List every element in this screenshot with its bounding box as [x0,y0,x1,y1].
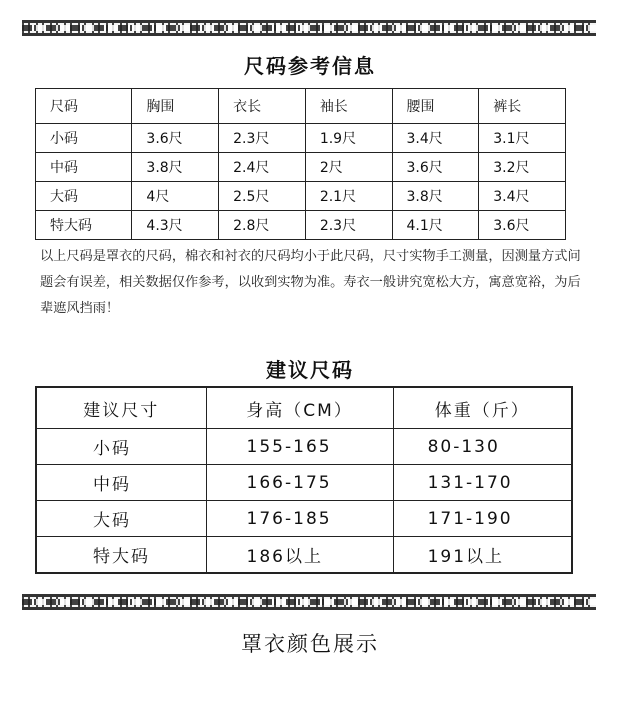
table-row [36,124,566,153]
size-reference-title: 尺码参考信息 [244,54,376,78]
table-row [36,153,566,182]
table-cell: 特大码 [36,537,206,574]
table-cell: 4.3尺 [132,211,219,240]
table-cell: 4.1尺 [392,211,479,240]
table-cell: 大码 [36,182,132,211]
recommended-size-table [35,386,573,574]
table-cell: 2.3尺 [305,211,392,240]
table-cell: 171-190 [393,501,572,537]
table-cell: 80-130 [393,429,572,465]
table-cell: 3.8尺 [132,153,219,182]
table-cell: 191以上 [393,537,572,574]
table-cell: 小码 [36,124,132,153]
header-size: 尺码 [36,89,132,124]
decorative-border-top [22,20,596,36]
header-waist: 腰围 [392,89,479,124]
header-recommended-size: 建议尺寸 [36,387,206,429]
table-row [36,465,572,501]
table-row [36,211,566,240]
table-cell: 2.8尺 [219,211,306,240]
header-chest: 胸围 [132,89,219,124]
table-cell: 131-170 [393,465,572,501]
size-note: 以上尺码是罩衣的尺码，棉衣和衬衣的尺码均小于此尺码，尺寸实物手工测量，因测量方式问题会有误差，相关数据仅作参考，以收到实物为准。寿衣一般讲究宽松大方，寓意宽裕，为后辈遮风挡雨！ [40,249,581,316]
table-cell: 1.9尺 [305,124,392,153]
color-display-title: 罩衣颜色展示 [241,632,379,656]
table-row [36,537,572,574]
size-reference-table [35,88,566,240]
table-cell: 特大码 [36,211,132,240]
table-cell: 176-185 [206,501,393,537]
table-cell: 大码 [36,501,206,537]
table-cell: 3.2尺 [479,153,566,182]
table-cell: 2.1尺 [305,182,392,211]
table-cell: 3.6尺 [479,211,566,240]
table-cell: 4尺 [132,182,219,211]
header-height: 身高（CM） [206,387,393,429]
header-sleeve: 袖长 [305,89,392,124]
table-cell: 186以上 [206,537,393,574]
table-cell: 2.5尺 [219,182,306,211]
table-cell: 155-165 [206,429,393,465]
table-header-row [36,89,566,124]
table-row [36,429,572,465]
table-cell: 小码 [36,429,206,465]
table-cell: 2尺 [305,153,392,182]
table-cell: 166-175 [206,465,393,501]
table-cell: 3.1尺 [479,124,566,153]
table-cell: 3.4尺 [479,182,566,211]
table-cell: 中码 [36,153,132,182]
table-cell: 3.4尺 [392,124,479,153]
table-cell: 中码 [36,465,206,501]
table-cell: 2.3尺 [219,124,306,153]
table-cell: 3.6尺 [392,153,479,182]
table-cell: 3.8尺 [392,182,479,211]
header-pants: 裤长 [479,89,566,124]
header-length: 衣长 [219,89,306,124]
table-row [36,501,572,537]
header-weight: 体重（斤） [393,387,572,429]
table-row [36,182,566,211]
table-cell: 3.6尺 [132,124,219,153]
table-cell: 2.4尺 [219,153,306,182]
recommended-size-title: 建议尺码 [266,358,354,382]
table-header-row [36,387,572,429]
decorative-border-bottom [22,594,596,610]
